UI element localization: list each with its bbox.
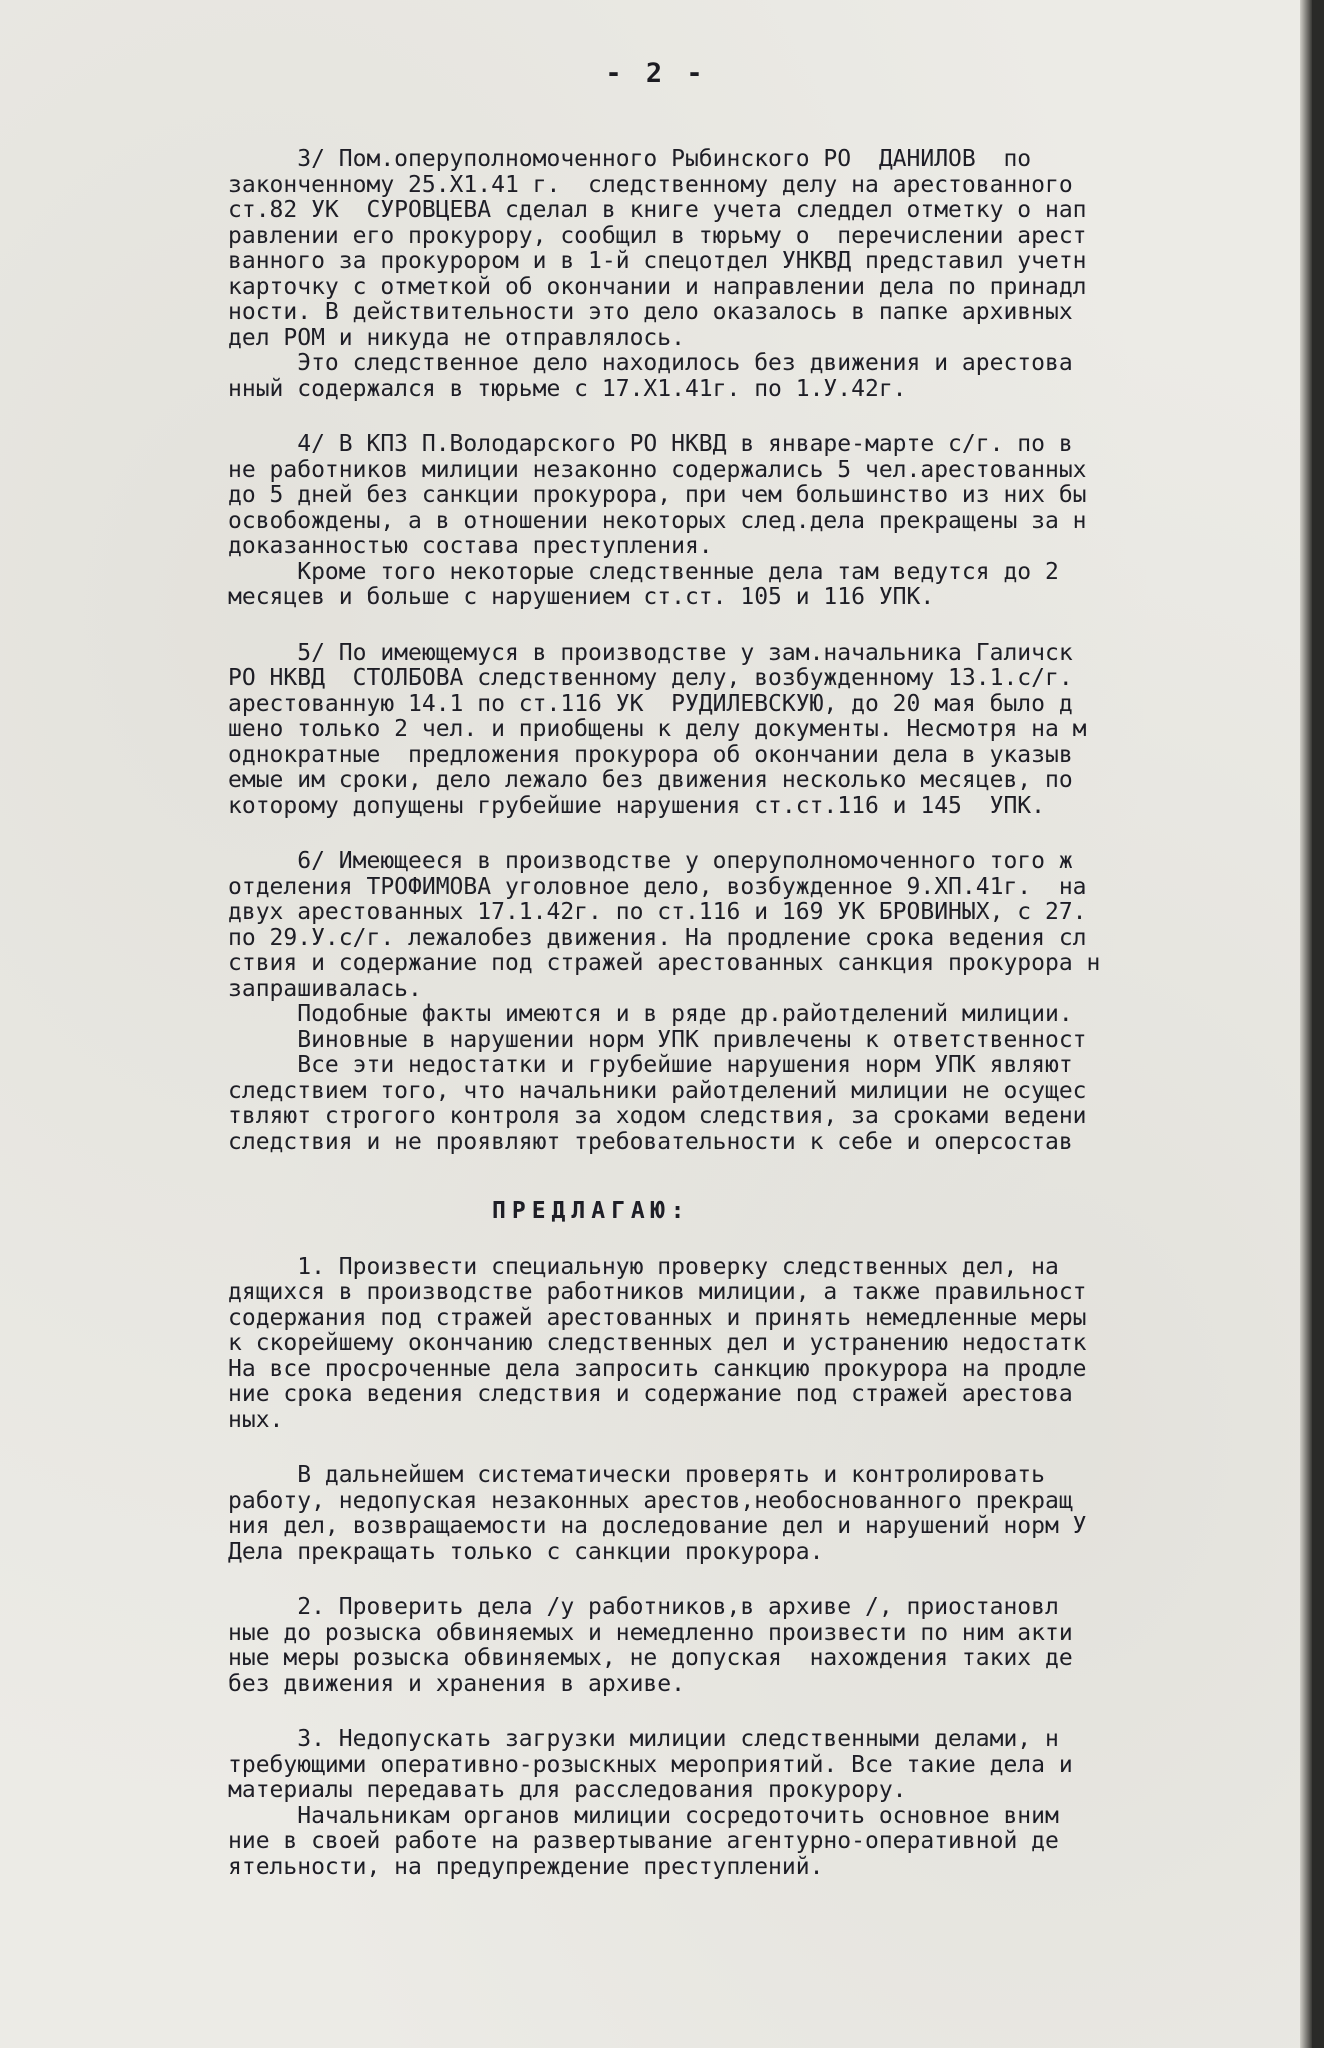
text-line: ные меры розыска обвиняемых, не допуская нахождения таких де — [228, 1645, 1073, 1671]
text-line: содержания под стражей арестованных и принять немедленные меры — [228, 1304, 1087, 1331]
text-line: В дальнейшем систематически проверять и контролировать — [228, 1462, 1045, 1488]
text-line: законченному 25.Х1.41 г. следственному делу на арестованного — [228, 171, 1073, 198]
section-heading: ПРЕДЛАГАЮ: — [492, 1198, 691, 1224]
text-line: к скорейшему окончанию следственных дел и устранению недостатк — [228, 1330, 1087, 1356]
text-line: работу, недопуская незаконных арестов,необоснованного прекращ — [228, 1487, 1073, 1514]
text-line: карточку с отметкой об окончании и направлении дела по принадл — [228, 273, 1087, 300]
paragraph-gap — [228, 1225, 1308, 1255]
text-line: которому допущены грубейшие нарушения ст.ст.116 и 145 УПК. — [228, 792, 1045, 819]
paragraph-gap — [228, 402, 1308, 432]
text-line: отделения ТРОФИМОВА уголовное дело, возбужденное 9.ХП.41г. на — [228, 873, 1087, 900]
text-line: освобождены, а в отношении некоторых след.дела прекращены за н — [228, 507, 1087, 534]
text-line: доказанностью состава преступления. — [228, 533, 713, 559]
text-line: до 5 дней без санкции прокурора, при чем большинство из них бы — [228, 482, 1087, 508]
text-line: месяцев и больше с нарушением ст.ст. 105 и 116 УПК. — [228, 584, 935, 610]
text-line: Это следственное дело находилось без движения и арестова — [228, 350, 1073, 376]
text-line: Все эти недостатки и грубейшие нарушения норм УПК являют — [228, 1052, 1073, 1078]
text-line: ние срока ведения следствия и содержание под стражей арестова — [228, 1381, 1073, 1407]
paragraph-gap — [228, 1155, 1308, 1199]
text-line: следствия и не проявляют требовательности к себе и оперсостав — [228, 1128, 1073, 1155]
text-line: следствием того, что начальники райотделений милиции не осущес — [228, 1077, 1087, 1104]
document-body — [228, 147, 1308, 1880]
text-line: Начальникам органов милиции сосредоточить основное вним — [228, 1802, 1059, 1829]
text-line: РО НКВД СТОЛБОВА следственному делу, возбужденному 13.1.с/г. — [228, 665, 1073, 691]
text-line: Дела прекращать только с санкции прокурора. — [228, 1538, 824, 1565]
text-line: 6/ Имеющееся в производстве у оперуполномоченного того ж — [228, 848, 1073, 874]
text-line: двух арестованных 17.1.42г. по ст.116 и 169 УК БРОВИНЫХ, с 27. — [228, 899, 1087, 925]
text-line: 2. Проверить дела /у работников,в архиве /, приостановл — [228, 1594, 1059, 1620]
page-edge — [1300, 0, 1312, 2048]
text-line: твляют строгого контроля за ходом следствия, за сроками ведени — [228, 1103, 1087, 1129]
text-line: ятельности, на предупреждение преступлений. — [228, 1853, 824, 1880]
text-line: нный содержался в тюрьме с 17.Х1.41г. по 1.У.42г. — [228, 375, 907, 402]
text-line: требующими оперативно-розыскных мероприятий. Все такие дела и — [228, 1751, 1073, 1778]
paragraph-gap — [228, 1697, 1308, 1727]
text-line: по 29.У.с/г. лежалобез движения. На продление срока ведения сл — [228, 924, 1087, 951]
text-line: ности. В действительности это дело оказалось в папке архивных — [228, 299, 1073, 325]
text-line: шено только 2 чел. и приобщены к делу документы. Несмотря на м — [228, 716, 1087, 742]
text-line: равлении его прокурору, сообщил в тюрьму о перечислении арест — [228, 222, 1087, 249]
paragraph-gap — [228, 1433, 1308, 1463]
text-line: ния дел, возвращаемости на доследование дел и нарушений норм У — [228, 1513, 1087, 1539]
paragraph-gap — [228, 1565, 1308, 1595]
text-line: ствия и содержание под стражей арестованных санкция прокурора н — [228, 950, 1101, 976]
page-number: - 2 - — [605, 58, 707, 89]
text-line: 3. Недопускать загрузки милиции следственными делами, н — [228, 1726, 1059, 1752]
paragraph-gap — [228, 819, 1308, 849]
text-line: однократные предложения прокурора об окончании дела в указыв — [228, 741, 1073, 768]
text-line: запрашивалась. — [228, 975, 422, 1002]
paragraph-gap — [228, 611, 1308, 641]
text-line: материалы передавать для расследования прокурору. — [228, 1777, 907, 1803]
text-line: Виновные в нарушении норм УПК привлечены к ответственност — [228, 1026, 1087, 1053]
text-line: арестованную 14.1 по ст.116 УК РУДИЛЕВСКУЮ, до 20 мая было д — [228, 690, 1073, 717]
text-line: без движения и хранения в архиве. — [228, 1670, 685, 1697]
text-line: На все просроченные дела запросить санкцию прокурора на продле — [228, 1355, 1087, 1382]
text-line: емые им сроки, дело лежало без движения несколько месяцев, по — [228, 767, 1073, 793]
text-line: 3/ Пом.оперуполномоченного Рыбинского РО ДАНИЛОВ по — [228, 147, 1032, 172]
text-line: ванного за прокурором и в 1-й спецотдел УНКВД представил учетн — [228, 248, 1087, 274]
text-line: ных. — [228, 1406, 284, 1433]
text-line: ние в своей работе на развертывание агентурно-оперативной де — [228, 1828, 1059, 1854]
text-line: Подобные факты имеются и в ряде др.райотделений милиции. — [228, 1001, 1073, 1027]
text-line: дел РОМ и никуда не отправлялось. — [228, 324, 685, 351]
text-line: дящихся в производстве работников милиции, а также правильност — [228, 1279, 1087, 1305]
text-line: 4/ В КПЗ П.Володарского РО НКВД в январе-марте с/г. по в — [228, 431, 1073, 457]
text-line: 1. Произвести специальную проверку следственных дел, на — [228, 1253, 1059, 1280]
text-line: Кроме того некоторые следственные дела там ведутся до 2 — [228, 558, 1059, 585]
text-line: ст.82 УК СУРОВЦЕВА сделал в книге учета следдел отметку о нап — [228, 197, 1087, 223]
text-line: 5/ По имеющемуся в производстве у зам.начальника Галичск — [228, 639, 1073, 666]
text-line: не работников милиции незаконно содержались 5 чел.арестованных — [228, 456, 1087, 483]
text-line: ные до розыска обвиняемых и немедленно произвести по ним акти — [228, 1619, 1073, 1646]
